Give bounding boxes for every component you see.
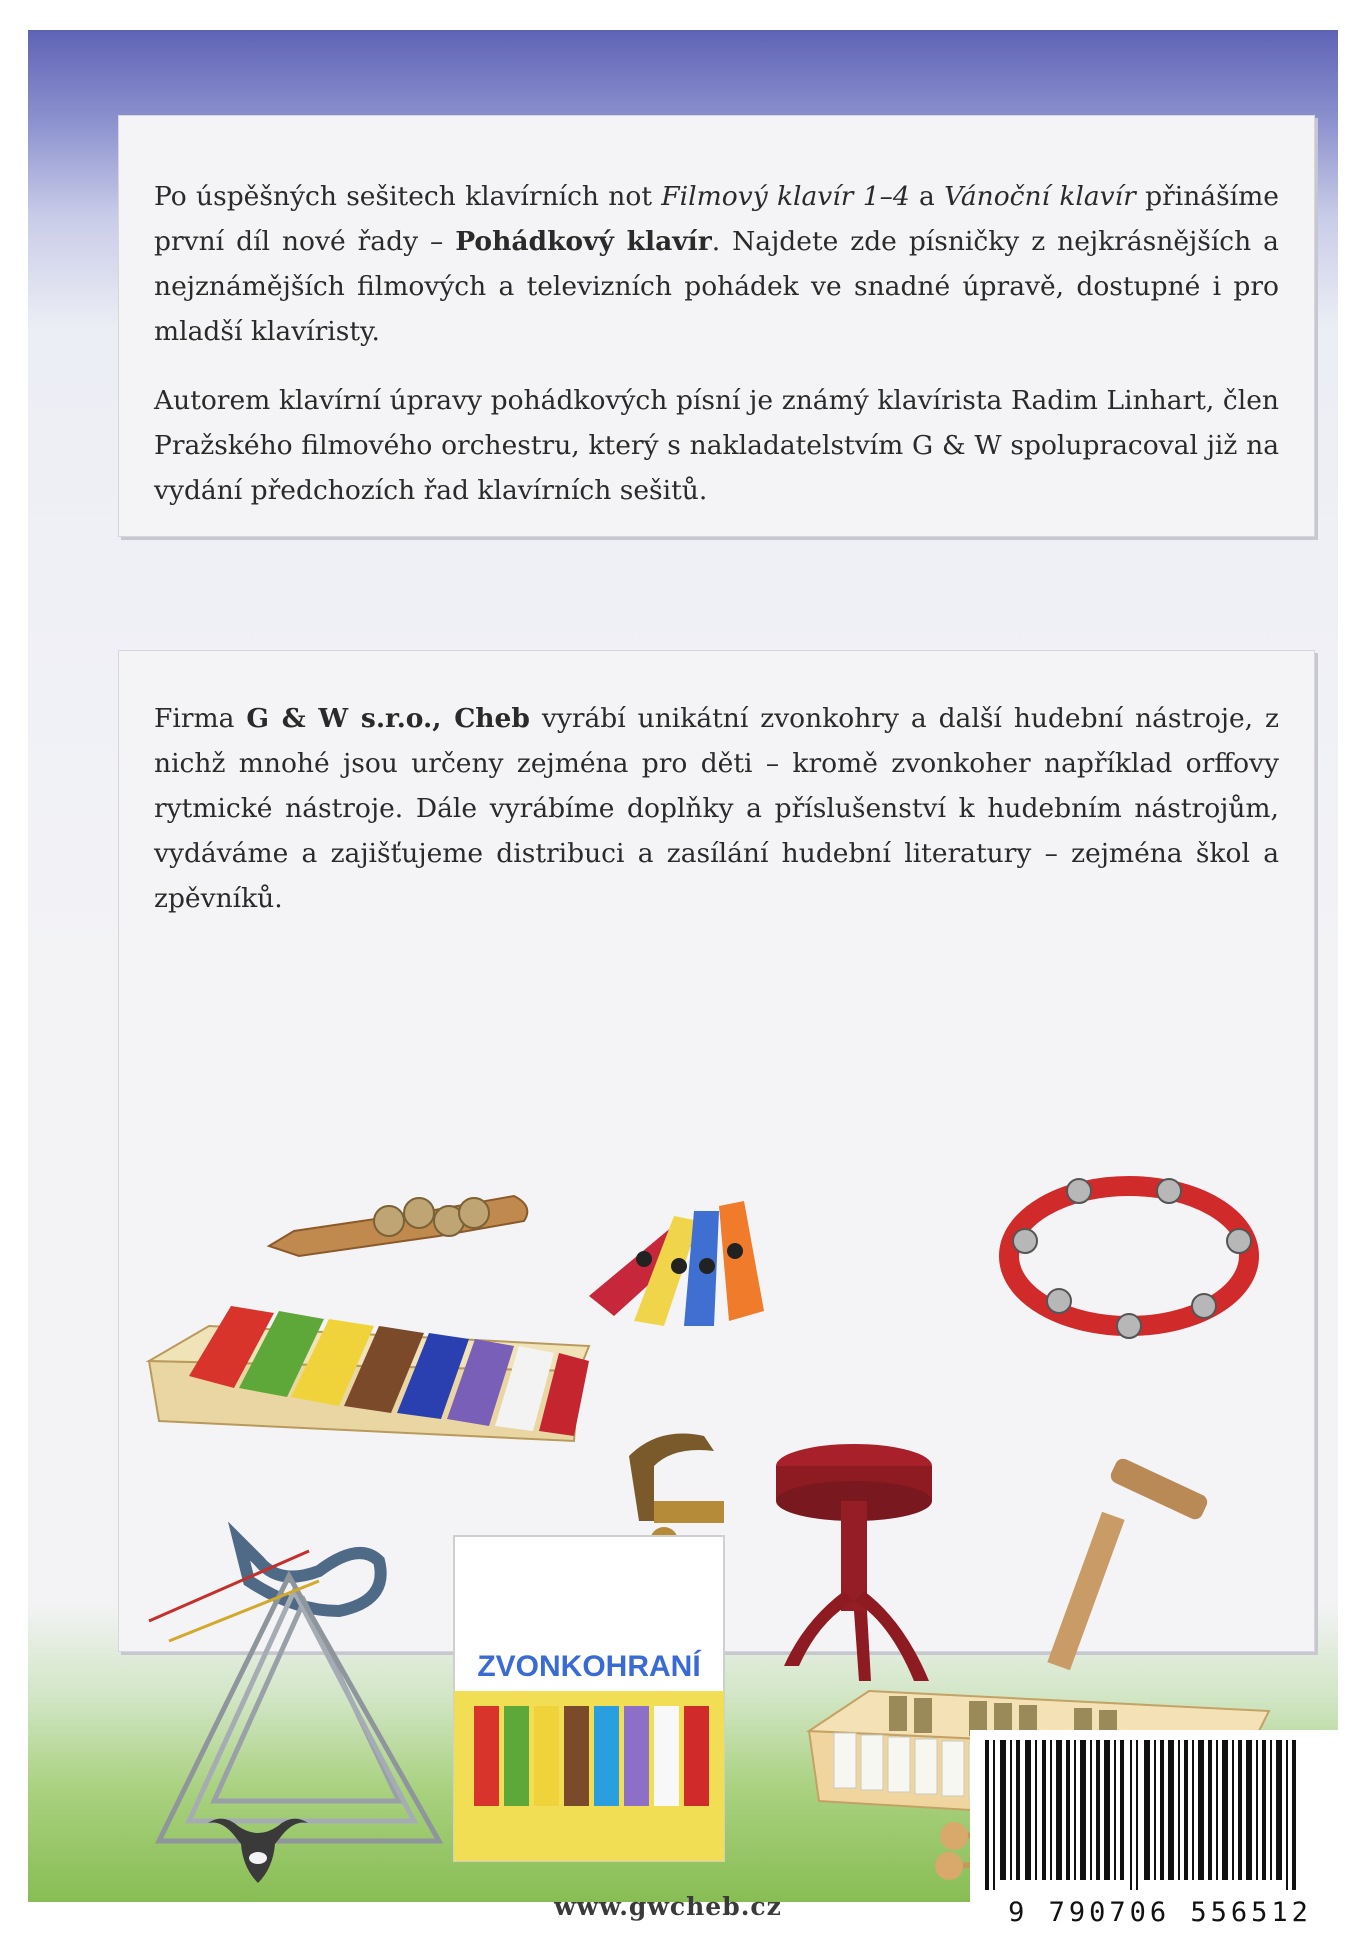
- barcode: [970, 1730, 1350, 1940]
- finger-cymbal-clapper-image: [269, 1196, 527, 1256]
- title-pohadkovy-klavir: Pohádkový klavír: [455, 226, 712, 257]
- zvonkohrani-booklet-image: [454, 1536, 724, 1861]
- company-paragraph: Firma G & W s.r.o., Cheb vyrábí unikátní zvonkohry a další hudební nástroje, z nichž mnohé jsou určeny zejména pro děti – kromě zvonkoher například orffovy rytmické nástroje. Dále vyrábíme doplňky a příslušenství k hudebním nástrojům, vydáváme a zajišťujeme distribuci a zasílání hudební literatury – zejména škol a zpěvníků.: [154, 703, 1279, 914]
- booklet-title: ZVONKOHRANÍ: [477, 1650, 701, 1683]
- company-name: G & W s.r.o., Cheb: [246, 703, 530, 734]
- company-panel: [118, 650, 1315, 1683]
- barcode-bars: [970, 1740, 1350, 1900]
- piano-stool-image: [776, 1444, 932, 1681]
- instruments-illustration: [119, 921, 1314, 1683]
- intro-panel: [118, 115, 1315, 537]
- intro-paragraph-1: Po úspěšných sešitech klavírních not Filmový klavír 1–4 a Vánoční klavír přinášíme první díl nové řady – Pohádkový klavír. Najdete zde písničky z nejkrásnějších a nejznámějších filmových a televizních pohádek ve snadné úpravě, dostupné i pro mladší klavíristy.: [154, 181, 1279, 347]
- intro-paragraph-2: Autorem klavírní úpravy pohádkových písní je známý klavírista Radim Linhart, člen Pražského filmového orchestru, který s nakladatelstvím G & W spolupracoval již na vydání předchozích řad klavírních sešitů.: [154, 385, 1279, 506]
- barcode-number: 9 790706 556512: [1008, 1897, 1312, 1928]
- website-url[interactable]: www.gwcheb.cz: [554, 1892, 782, 1921]
- tambourine-image: [1009, 1179, 1251, 1338]
- ratchet-image: [1047, 1456, 1209, 1670]
- kazoos-image: [589, 1201, 764, 1326]
- triangles-image: [149, 1551, 439, 1841]
- gw-bull-logo: [203, 1808, 313, 1888]
- jaw-harp-image: [239, 1541, 381, 1611]
- title-filmovy-klavir: Filmový klavír 1–4: [661, 181, 910, 212]
- title-vanocni-klavir: Vánoční klavír: [944, 181, 1136, 212]
- glockenspiel-image: [149, 1306, 589, 1441]
